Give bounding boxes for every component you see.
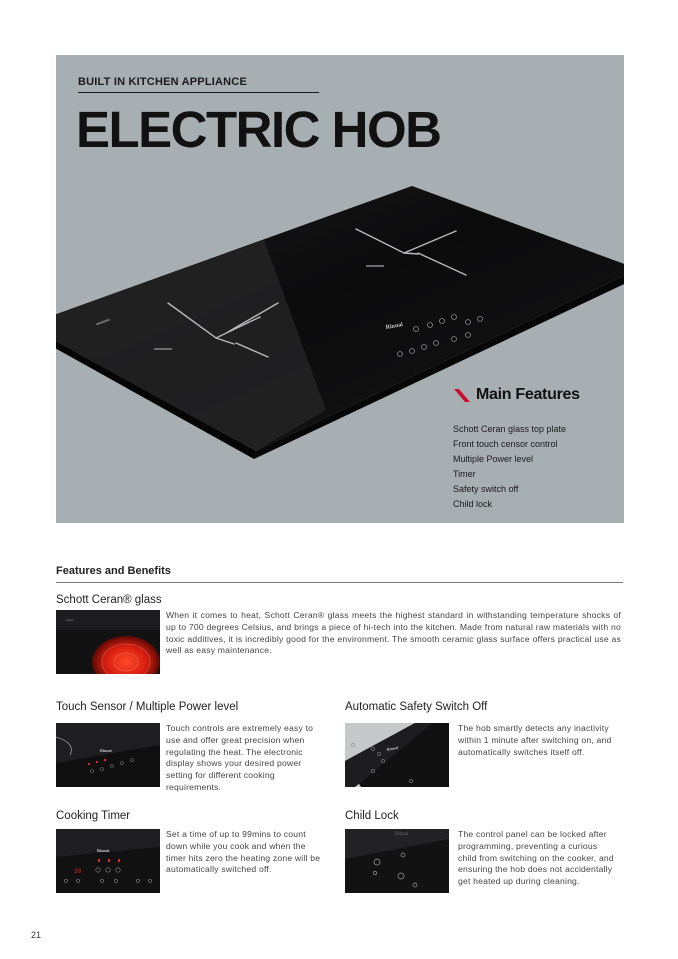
child-lock-section-text: The control panel can be locked after programming, preventing a curious child from switching on the cooker, and ensuring the hob does not accidentally get heated up during cleaning. (458, 829, 614, 887)
svg-text:ceran: ceran (66, 618, 74, 622)
touch-section-text: Touch controls are extremely easy to use and offer great precision when regulating the heat. The electronic display shows your desired power setting for different cooking requirements. (166, 723, 314, 792)
feature-item: Front touch censor control (453, 439, 558, 449)
timer-display-digits: 30 (74, 868, 82, 875)
page-number: 21 (31, 930, 42, 940)
hero-panel (56, 55, 624, 523)
main-features-title: Main Features (476, 386, 580, 403)
svg-text:Rinnai: Rinnai (97, 848, 110, 853)
feature-item: Safety switch off (453, 484, 519, 494)
safety-section-title: Automatic Safety Switch Off (345, 701, 488, 713)
timer-section-text: Set a time of up to 99mins to count down while you cook and when the timer hits zero the heating zone will be automatically switched off. (166, 829, 321, 875)
svg-text:Rinnai: Rinnai (386, 744, 399, 752)
child-lock-image (345, 829, 449, 893)
feature-item: Timer (453, 469, 476, 479)
feature-item: Schott Ceran glass top plate (453, 424, 567, 434)
features-benefits-divider (56, 582, 623, 583)
timer-section-title: Cooking Timer (56, 810, 131, 822)
cooking-timer-image (56, 829, 160, 893)
touch-sensor-image (56, 723, 160, 787)
schott-glass-image (56, 610, 160, 674)
page-title: ELECTRIC HOB (76, 101, 441, 158)
main-features-list (453, 422, 566, 512)
features-benefits-title: Features and Benefits (56, 565, 171, 577)
touch-section-title: Touch Sensor / Multiple Power level (56, 701, 239, 713)
main-features-heading (454, 386, 580, 404)
schott-section-title: Schott Ceran® glass (56, 594, 162, 606)
svg-text:Rinnai: Rinnai (100, 748, 112, 753)
accent-mark-icon (454, 387, 470, 403)
feature-item: Child lock (453, 499, 493, 509)
feature-item: Multiple Power level (453, 454, 534, 464)
schott-section-text: When it comes to heat, Schott Ceran® glass meets the highest standard in withstanding temperature shocks of up to 700 degrees Celsius, and brings a piece of hi-tech into the kitchen. Made from natural raw materials with no toxic additives, it is incredibly good for the environment. The smooth ceramic glass surface offers practical use as well as easy maintenance. (166, 610, 621, 656)
svg-text:Rinnai: Rinnai (385, 322, 404, 331)
category-kicker: BUILT IN KITCHEN APPLIANCE (78, 76, 247, 88)
child-lock-section-title: Child Lock (345, 810, 399, 822)
safety-switch-image (345, 723, 449, 787)
svg-text:Rinnai: Rinnai (395, 832, 409, 837)
safety-section-text: The hob smartly detects any inactivity within 1 minute after switching on, and automatically switches itself off. (458, 723, 612, 757)
